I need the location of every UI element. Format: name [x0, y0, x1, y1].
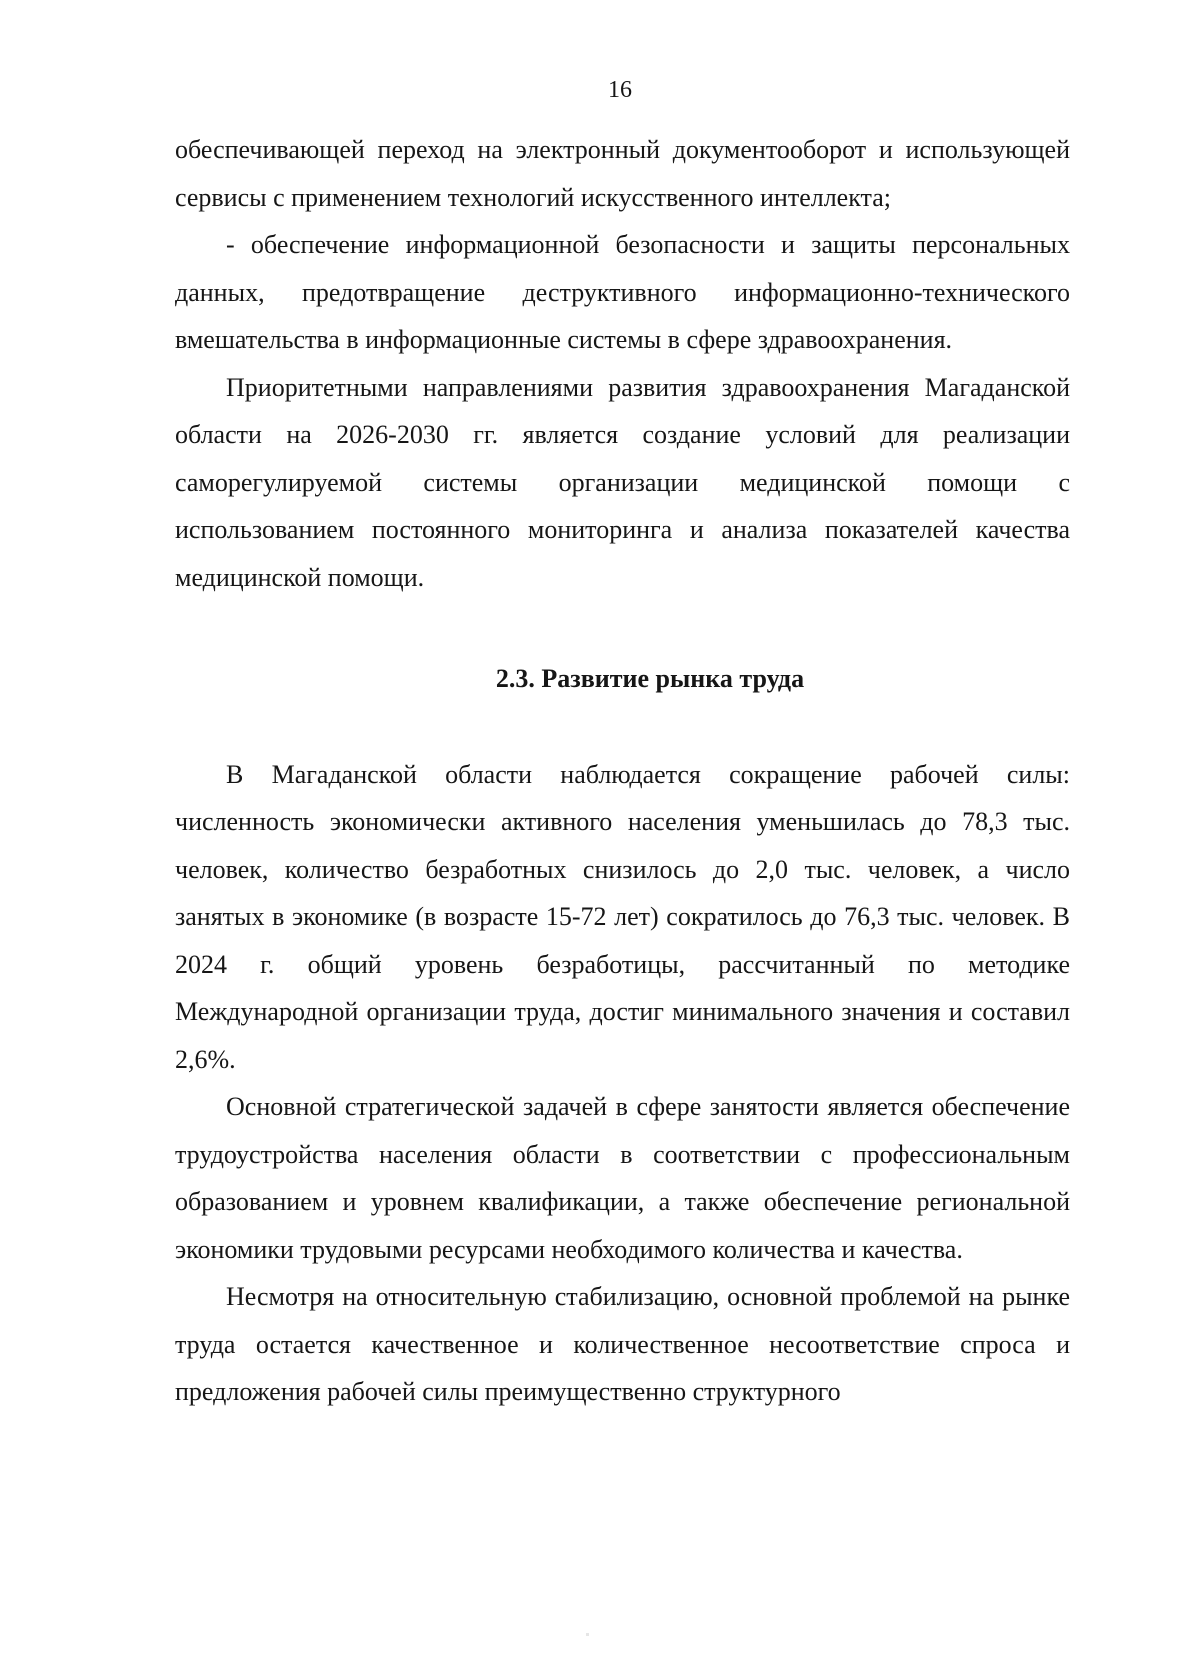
spacer: [175, 703, 1070, 751]
paragraph-labor-force: В Магаданской области наблюдается сокращение рабочей силы: численность экономически активного населения уменьшилась до 78,3 тыс. человек, количество безработных снизилось до 2,0 тыс. человек, а число занятых в экономике (в возрасте 15-72 лет) сократилось до 76,3 тыс. человек. В 2024 г. общий уровень безработицы, рассчитанный по методике Международной организации труда, достиг минимального значения и составил 2,6%.: [175, 759, 1070, 1074]
list-item-security: - обеспечение информационной безопасности и защиты персональных данных, предотвращение деструктивного информационно-технического вмешательства в информационные системы в сфере здравоохранения.: [175, 230, 1070, 354]
scan-speck: [586, 1633, 589, 1636]
section-title: 2.3. Развитие рынка труда: [495, 664, 805, 693]
spacer: [175, 601, 1070, 655]
paragraph-strategic-task: Основной стратегической задачей в сфере занятости является обеспечение трудоустройства населения области в соответствии с профессиональным образованием и уровнем квалификации, а также обеспечение региональной экономики трудовыми ресурсами необходимого количества и качества.: [175, 1092, 1070, 1264]
paragraph-continuation: обеспечивающей переход на электронный документооборот и использующей сервисы с применением технологий искусственного интеллекта;: [175, 135, 1070, 212]
page-number: 16: [608, 77, 632, 103]
paragraph-priorities: Приоритетными направлениями развития здравоохранения Магаданской области на 2026-2030 гг. является создание условий для реализации саморегулируемой системы организации медицинской помощи с использованием постоянного мониторинга и анализа показателей качества медицинской помощи.: [175, 372, 1070, 592]
paragraph-main-problem: Несмотря на относительную стабилизацию, основной проблемой на рынке труда остается качественное и количественное несоответствие спроса и предложения рабочей силы преимущественно структурного: [175, 1282, 1070, 1406]
page-content: [175, 126, 1070, 1416]
